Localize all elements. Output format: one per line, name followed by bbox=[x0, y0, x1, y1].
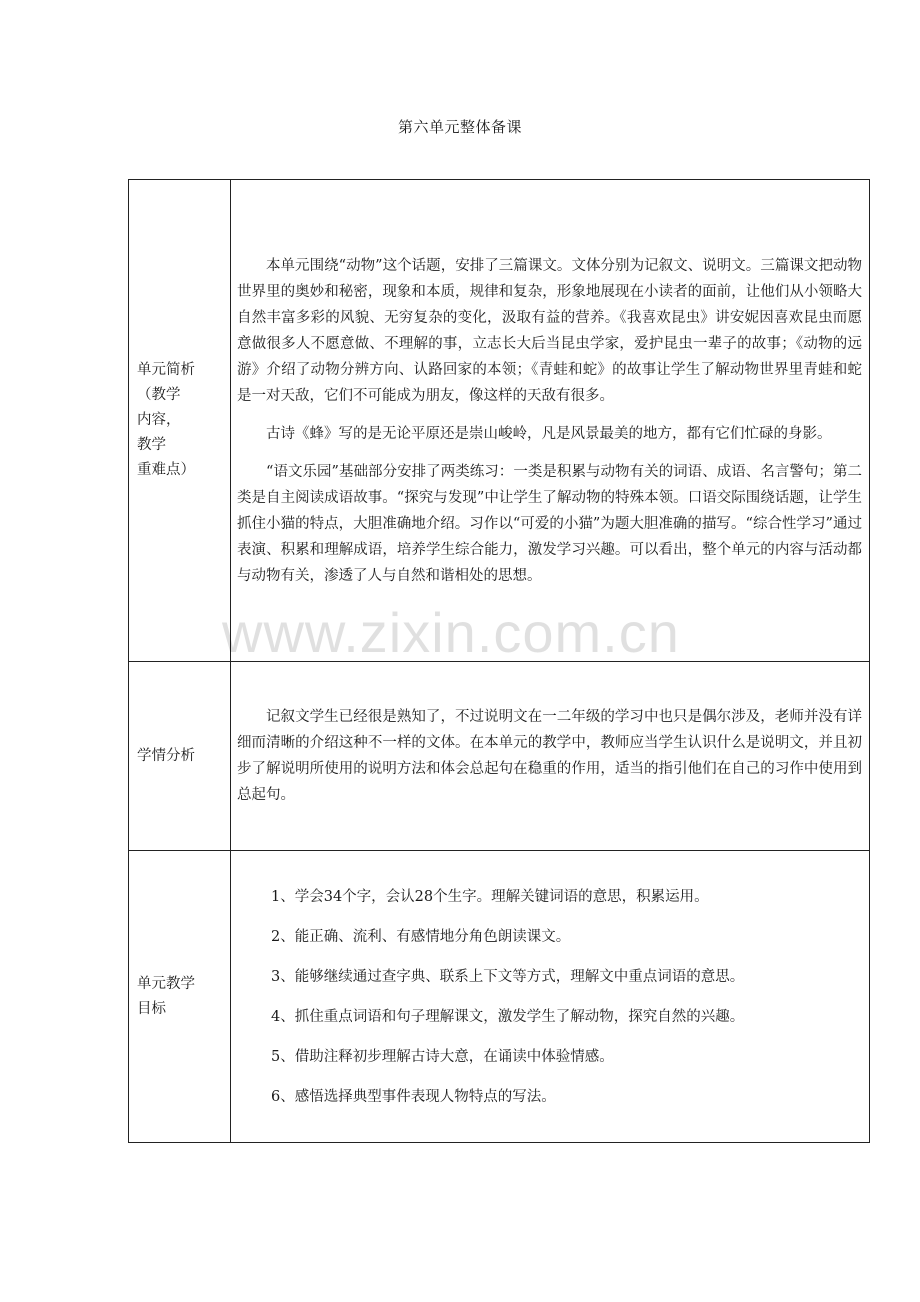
label-line: （教学 bbox=[137, 387, 181, 403]
goal-item: 5、借助注释初步理解古诗大意，在诵读中体验情感。 bbox=[271, 1048, 614, 1065]
paragraph: 本单元围绕“动物”这个话题，安排了三篇课文。文体分别为记叙文、说明文。三篇课文把动物世界里的奥妙和秘密，现象和本质，规律和复杂，形象地展现在小读者的面前，让他们从小领略大自然丰富多彩的风貌、无穷复杂的变化，汲取有益的营养。《我喜欢昆虫》讲安妮因喜欢昆虫而愿意做很多人不愿意做、不理解的事，立志长大后当昆虫学家，爱护昆虫一辈子的故事；《动物的远游》介绍了动物分辨方向、认路回家的本领；《青蛙和蛇》的故事让学生了解动物世界里青蛙和蛇是一对天敌，它们不可能成为朋友，像这样的天敌有很多。 bbox=[237, 257, 862, 404]
label-line: 单元简析 bbox=[137, 362, 195, 378]
label-line: 目标 bbox=[137, 1000, 166, 1017]
goal-item: 1、学会34个字，会认28个生字。理解关键词语的意思，积累运用。 bbox=[271, 888, 709, 905]
label-line: 教学 bbox=[137, 437, 166, 453]
goal-item: 4、抓住重点词语和句子理解课文，激发学生了解动物，探究自然的兴趣。 bbox=[271, 1008, 745, 1025]
paragraph: 古诗《蜂》写的是无论平原还是崇山峻岭，凡是风景最美的地方，都有它们忙碌的身影。 bbox=[266, 425, 832, 442]
goal-item: 2、能正确、流利、有感情地分角色朗读课文。 bbox=[271, 928, 571, 945]
paragraph: “语文乐园”基础部分安排了两类练习：一类是积累与动物有关的词语、成语、名言警句；第二类是自主阅读成语故事。“探究与发现”中让学生了解动物的特殊本领。口语交际围绕话题，让学生抓住小猫的特点，大胆准确地介绍。习作以“可爱的小猫”为题大胆准确的描写。“综合性学习”通过表演、积累和理解成语，培养学生综合能力，激发学习兴趣。可以看出，整个单元的内容与活动都与动物有关，渗透了人与自然和谐相处的思想。 bbox=[237, 463, 862, 584]
goal-item: 6、感悟选择典型事件表现人物特点的写法。 bbox=[271, 1088, 556, 1105]
student-analysis-label bbox=[129, 662, 231, 851]
document-title: 第六单元整体备课 bbox=[397, 118, 522, 136]
lesson-plan-table bbox=[128, 179, 870, 1143]
unit-analysis-label bbox=[129, 180, 231, 662]
label-line: 学情分析 bbox=[137, 747, 195, 764]
watermark: www.zixin.com.cn bbox=[222, 601, 680, 664]
label-line: 重难点） bbox=[137, 462, 195, 478]
paragraph: 记叙文学生已经很是熟知了，不过说明文在一二年级的学习中也只是偶尔涉及，老师并没有详细而清晰的介绍这种不一样的文体。在本单元的教学中，教师应当学生认识什么是说明文，并且初步了解说明所使用的说明方法和体会总起句在稳重的作用，适当的指引他们在自己的习作中使用到总起句。 bbox=[237, 709, 862, 803]
teaching-goals-label bbox=[129, 851, 231, 1143]
teaching-goals-row bbox=[129, 851, 870, 1143]
goal-item: 3、能够继续通过查字典、联系上下文等方式，理解文中重点词语的意思。 bbox=[271, 968, 745, 985]
label-line: 单元教学 bbox=[137, 975, 195, 992]
student-analysis-content bbox=[231, 662, 870, 851]
student-analysis-row bbox=[129, 662, 870, 851]
unit-analysis-content bbox=[231, 180, 870, 662]
unit-analysis-row bbox=[129, 180, 870, 662]
teaching-goals-content bbox=[231, 851, 870, 1143]
label-line: 内容， bbox=[137, 412, 181, 428]
